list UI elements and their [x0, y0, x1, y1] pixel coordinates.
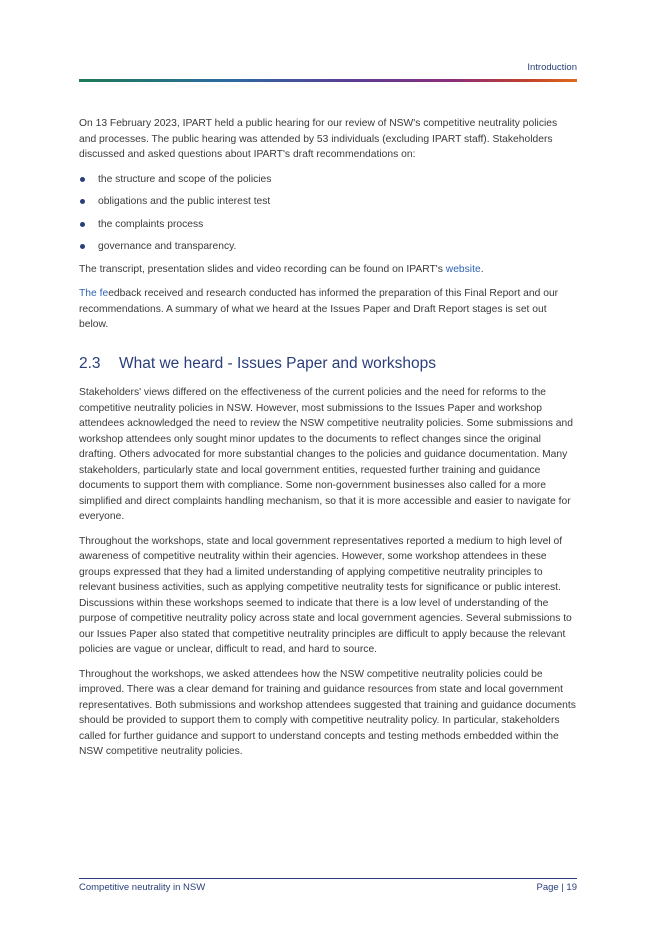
list-item-text: the structure and scope of the policies: [98, 173, 272, 185]
bullet-icon: [80, 177, 85, 182]
list-item: [79, 217, 577, 233]
bullet-icon: [80, 244, 85, 249]
bullet-icon: [80, 199, 85, 204]
body-paragraph-1: Stakeholders' views differed on the effectiveness of the current policies and the need for reforms to the competitive neutrality policies in NSW. However, most submissions to the Issues Paper and workshop attendees acknowledged the need to review the NSW competitive neutrality policies. Some submissions and workshop attendees only sought minor updates to the documents to reflect changes since the original drafting. Others advocated for more substantial changes to the policies and guidance documentation. Many stakeholders, particularly state and local government entities, requested further training and guidance documents to support them with compliance. Some non-government businesses also called for a more simplified and direct complaints handling mechanism, so that it is more accessible and easier to navigate for everyone.: [79, 387, 573, 522]
body-paragraph-3: Throughout the workshops, we asked attendees how the NSW competitive neutrality policies could be improved. There was a clear demand for training and guidance resources from state and local government representatives. Both submissions and workshop attendees suggested that training and guidance documents should be provided to support them to comply with competitive neutrality policy. In particular, stakeholders called for further guidance and support to understand concepts and testing methods embedded within the NSW competitive neutrality policies.: [79, 668, 576, 757]
transcript-text: The transcript, presentation slides and video recording can be found on IPART's: [79, 263, 446, 275]
body-paragraph-2: Throughout the workshops, state and local government representatives reported a medium to high level of awareness of competitive neutrality within their agencies. However, some workshop attendees in these groups expressed that they had a limited understanding of applying competitive neutrality principles to relevant business activities, such as applying competitive neutrality tests for significance or public interest. Discussions within these workshops seemed to indicate that there is a low level of understanding of the purpose of competitive neutrality policy across state and local government agencies. Several submissions to our Issues Paper also stated that competitive neutrality principles are difficult to apply because the relevant policies are vague or unclear, difficult to read, and hard to source.: [79, 535, 572, 655]
feedback-text: edback received and research conducted has informed the preparation of this Final Report and our recommendations. A summary of what we heard at the Issues Paper and Draft Report stages is set out below.: [79, 288, 559, 330]
footer-document-title: Competitive neutrality in NSW: [79, 882, 206, 893]
section-number: 2.3: [79, 354, 101, 372]
list-item: [79, 172, 577, 188]
bullet-icon: [80, 222, 85, 227]
page-content: [79, 116, 577, 769]
header-gradient-rule: [79, 79, 577, 82]
footer-rule: [79, 878, 577, 879]
footer-page-number: Page | 19: [536, 882, 577, 893]
section-title: What we heard - Issues Paper and workshops: [119, 354, 437, 372]
list-item: [79, 239, 577, 255]
list-item: [79, 194, 577, 210]
intro-paragraph: On 13 February 2023, IPART held a public hearing for our review of NSW's competitive neutrality policies and processes. The public hearing was attended by 53 individuals (excluding IPART staff). Stakeholders discussed and asked questions about IPART's draft recommendations on:: [79, 118, 558, 160]
section-heading: [79, 356, 577, 372]
website-link[interactable]: website: [445, 263, 481, 275]
list-item-text: obligations and the public interest test: [98, 196, 271, 207]
transcript-paragraph: [79, 262, 577, 278]
running-header: Introduction: [527, 62, 577, 73]
list-item-text: the complaints process: [98, 218, 204, 230]
feedback-paragraph: [79, 286, 577, 333]
topics-list: [79, 172, 577, 255]
list-item-text: governance and transparency.: [98, 241, 237, 252]
transcript-end: .: [480, 263, 484, 275]
feedback-lead: The fe: [79, 288, 109, 299]
